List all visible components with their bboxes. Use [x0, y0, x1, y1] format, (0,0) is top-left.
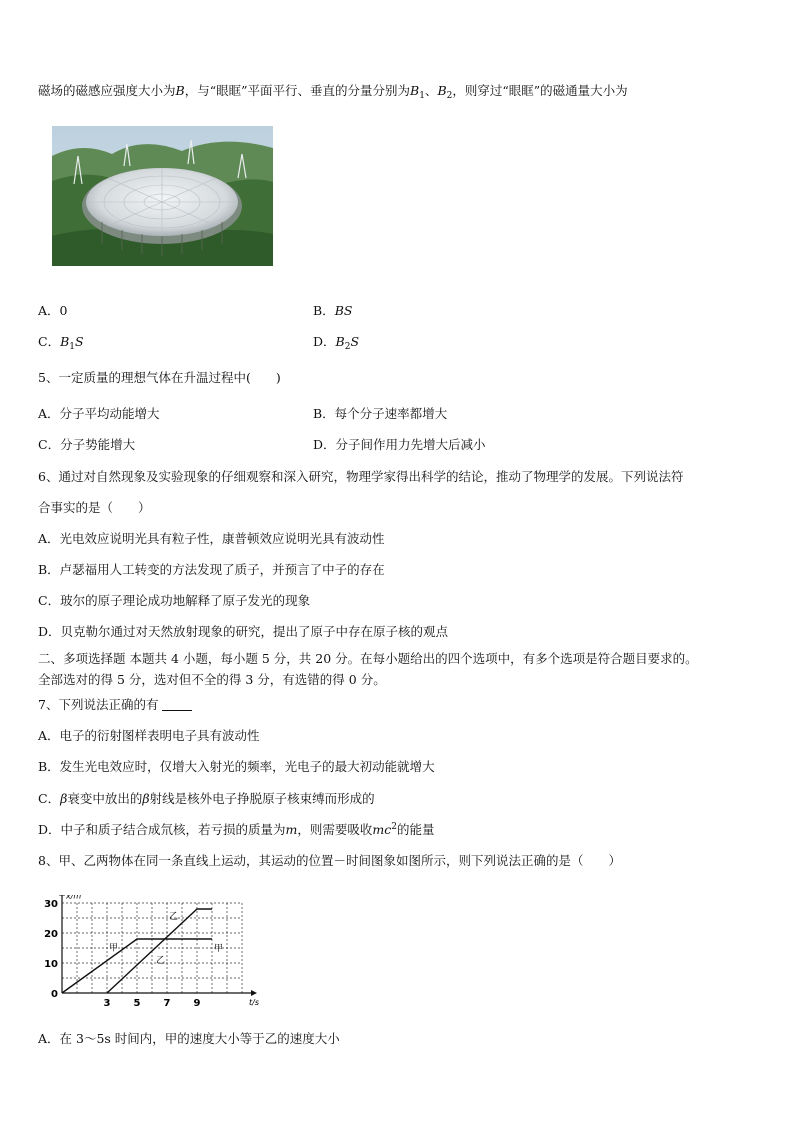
section2-instructions-line1: 二、多项选择题 本题共 4 小题，每小题 5 分，共 20 分。在每小题给出的四个选项中，有多个选项是符合题目要求的。 [38, 651, 698, 666]
q4-stem: 磁场的磁感应强度大小为B，与“眼眶”平面平行、垂直的分量分别为$B_1$、$B_2$，则穿过“眼眶”的磁通量大小为 [38, 83, 628, 101]
y-axis-arrow [59, 895, 65, 896]
q5-option-d: D．分子间作用力先增大后减小 [313, 437, 486, 452]
x-axis-arrow [251, 990, 257, 996]
q4-option-c: C．$B_1S$ [38, 334, 84, 352]
x-tick-label: 7 [163, 998, 171, 1009]
q8-option-a: A．在 3～5s 时间内，甲的速度大小等于乙的速度大小 [38, 1031, 340, 1046]
q7-option-d: D．中子和质子结合成氘核，若亏损的质量为m，则需要吸收$mc^2$的能量 [38, 822, 435, 837]
position-time-graph [40, 895, 272, 1020]
y-tick-label: 20 [44, 929, 58, 940]
y-tick-label: 10 [44, 959, 58, 970]
y-axis-label: x/m [66, 895, 82, 901]
x-tick-label: 9 [193, 998, 201, 1009]
q8-stem: 8、甲、乙两物体在同一条直线上运动，其运动的位置－时间图象如图所示，则下列说法正确的是（ ） [38, 853, 621, 868]
q7-option-a: A．电子的衍射图样表明电子具有波动性 [38, 728, 260, 743]
x-axis-label: t/s [249, 998, 259, 1007]
q5-stem: 5、一定质量的理想气体在升温过程中( ) [38, 370, 281, 385]
q7-stem: 7、下列说法正确的有 [38, 696, 192, 714]
series-label: 乙 [156, 956, 166, 966]
q7-option-c: C．β衰变中放出的β射线是核外电子挣脱原子核束缚而形成的 [38, 791, 375, 806]
x-tick-label: 3 [103, 998, 111, 1009]
x-tick-label: 5 [133, 998, 141, 1009]
q5-option-b: B．每个分子速率都增大 [313, 406, 448, 421]
q6-option-c: C．玻尔的原子理论成功地解释了原子发光的现象 [38, 593, 311, 608]
series-label: 甲 [109, 943, 119, 954]
q6-option-a: A．光电效应说明光具有粒子性，康普顿效应说明光具有波动性 [38, 531, 385, 546]
q6-option-d: D．贝克勒尔通过对天然放射现象的研究，提出了原子中存在原子核的观点 [38, 624, 449, 639]
graph-svg [40, 895, 272, 1020]
y-tick-label: 30 [44, 899, 58, 910]
section2-instructions-line2: 全部选对的得 5 分，选对但不全的得 3 分，有选错的得 0 分。 [38, 672, 386, 687]
q5-option-c: C．分子势能增大 [38, 437, 136, 452]
series-end-label: 甲 [214, 944, 224, 954]
series-end-label: 乙 [169, 912, 179, 922]
q5-option-a: A．分子平均动能增大 [38, 406, 160, 421]
q4-option-a: A．0 [38, 303, 68, 318]
q7-option-b: B．发生光电效应时，仅增大入射光的频率，光电子的最大初动能就增大 [38, 759, 435, 774]
q6-stem-line2: 合事实的是（ ） [38, 500, 151, 515]
q4-option-d: D．$B_2S$ [313, 334, 360, 352]
y-tick-label: 0 [51, 989, 58, 1000]
answer-blank [162, 698, 192, 711]
q6-option-b: B．卢瑟福用人工转变的方法发现了质子，并预言了中子的存在 [38, 562, 385, 577]
q4-option-b: B．BS [313, 303, 353, 318]
series-line-yi [107, 909, 212, 993]
q6-stem-line1: 6、通过对自然现象及实验现象的仔细观察和深入研究，物理学家得出科学的结论，推动了物理学的发展。下列说法符 [38, 469, 684, 484]
telescope-photo [52, 126, 273, 266]
